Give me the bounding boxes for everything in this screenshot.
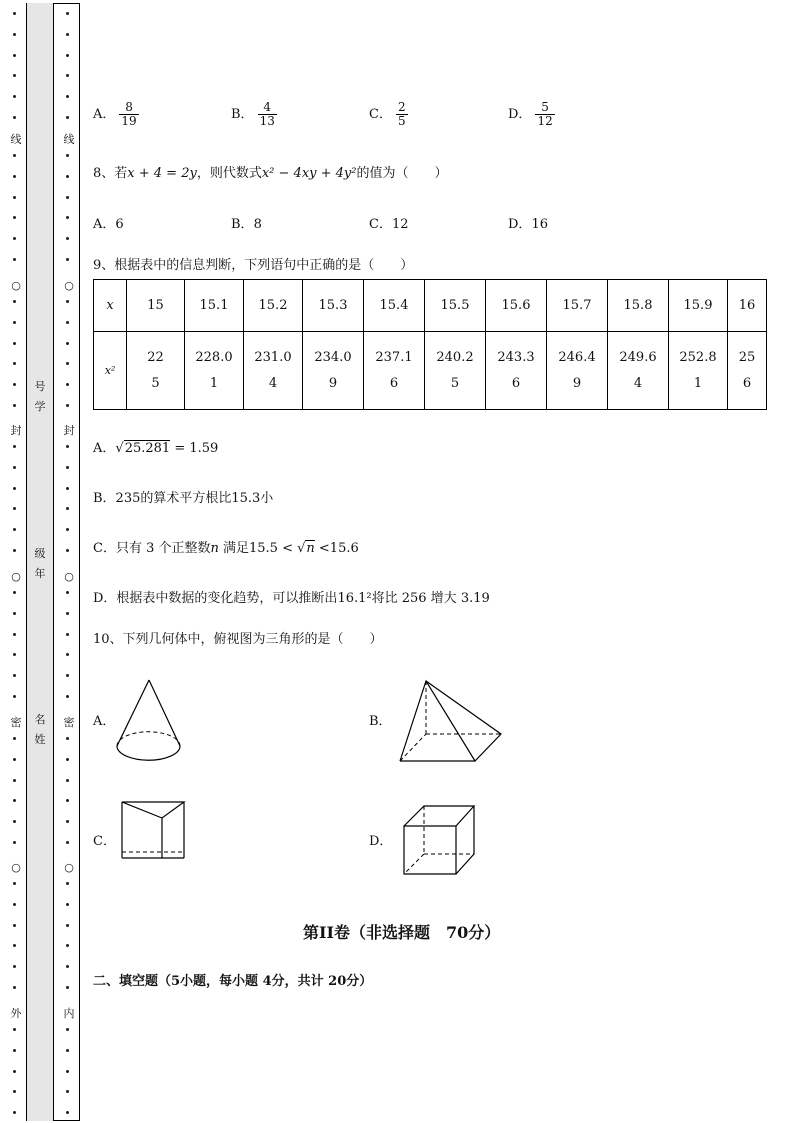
dot — [66, 466, 69, 469]
dot — [13, 841, 16, 844]
name-label-2: 姓 — [34, 733, 46, 746]
binding-mark: 封 — [63, 424, 75, 437]
x-value-cell: 16 — [728, 280, 767, 332]
dot — [13, 633, 16, 636]
x-squared-cell — [728, 332, 767, 410]
q8-option-a[interactable]: A．6 — [93, 217, 124, 232]
x-squared-part-1: 243.3 — [497, 349, 535, 365]
dot — [13, 944, 16, 947]
dot — [13, 33, 16, 36]
x-squared-cell — [486, 332, 547, 410]
section-two-heading: 二、填空题（5小题，每小题 4分，共计 20分） — [93, 974, 373, 989]
x-value-cell: 15.8 — [608, 280, 669, 332]
radicand: 25.281 — [124, 441, 171, 456]
dot — [13, 445, 16, 448]
dot — [13, 116, 16, 119]
dot — [13, 903, 16, 906]
dot — [13, 924, 16, 927]
dot — [13, 300, 16, 303]
q9-stem: 9、根据表中的信息判断，下列语句中正确的是（ ） — [93, 258, 414, 273]
dot — [66, 674, 69, 677]
dot — [66, 549, 69, 552]
q8-option-b[interactable]: B．8 — [231, 217, 262, 232]
x-squared-part-2: 6 — [389, 375, 399, 391]
x-squared-cell — [425, 332, 486, 410]
dot — [13, 507, 16, 510]
dot — [66, 528, 69, 531]
dot — [66, 33, 69, 36]
dot — [13, 737, 16, 740]
q10-label-c[interactable]: C． — [93, 834, 116, 849]
dot — [13, 549, 16, 552]
strip-bottom-border — [53, 1120, 80, 1121]
strip-right-border — [79, 3, 80, 1121]
student-id-label-1: 号 — [34, 380, 46, 393]
inner-dotted-line — [63, 0, 75, 1123]
x-squared-part-1: 22 — [147, 349, 164, 365]
dot — [13, 1070, 16, 1073]
row-header-x: x — [94, 280, 127, 332]
circle-mark: ○ — [11, 570, 21, 583]
dot — [66, 799, 69, 802]
dot — [66, 695, 69, 698]
x-squared-part-1: 240.2 — [436, 349, 474, 365]
x-squared-cell — [669, 332, 728, 410]
x-squared-part-2: 9 — [572, 375, 582, 391]
dot — [66, 95, 69, 98]
dot — [13, 799, 16, 802]
dot — [66, 882, 69, 885]
binding-mark: 线 — [63, 133, 75, 146]
dot — [66, 445, 69, 448]
square-table — [93, 279, 767, 410]
x-value-cell: 15.5 — [425, 280, 486, 332]
dot — [13, 154, 16, 157]
dot — [13, 383, 16, 386]
row-header-x-squared: x² — [94, 332, 127, 410]
dot — [66, 1028, 69, 1031]
dot — [66, 924, 69, 927]
x-squared-part-1: 249.6 — [619, 349, 657, 365]
dot — [13, 882, 16, 885]
dot — [13, 695, 16, 698]
dot — [66, 487, 69, 490]
dot — [13, 653, 16, 656]
x-squared-part-2: 5 — [450, 375, 460, 391]
dot — [66, 1090, 69, 1093]
x-squared-cell — [364, 332, 425, 410]
q10-label-b[interactable]: B． — [369, 714, 392, 729]
dot — [66, 54, 69, 57]
x-squared-part-1: 228.0 — [195, 349, 233, 365]
cone-figure — [112, 676, 186, 768]
dot — [13, 95, 16, 98]
q10-label-a[interactable]: A． — [93, 714, 116, 729]
x-squared-cell — [303, 332, 364, 410]
dot — [13, 74, 16, 77]
dot — [66, 986, 69, 989]
binding-mark: 外 — [10, 1007, 22, 1020]
dot — [66, 116, 69, 119]
dot — [13, 1111, 16, 1114]
x-squared-cell — [608, 332, 669, 410]
dot — [66, 820, 69, 823]
dot — [66, 321, 69, 324]
dot — [13, 528, 16, 531]
x-value-cell: 15.4 — [364, 280, 425, 332]
dot — [66, 903, 69, 906]
q8-option-d[interactable]: D．16 — [508, 217, 548, 232]
x-value-cell: 15.1 — [185, 280, 244, 332]
binding-mark: 封 — [10, 424, 22, 437]
dot — [66, 196, 69, 199]
q8-expression: x² − 4xy + 4y² — [261, 166, 357, 181]
fraction: $\frac{2}{5}$ — [397, 100, 406, 128]
fraction: $\frac{4}{13}$ — [259, 100, 275, 128]
x-squared-cell — [127, 332, 185, 410]
x-squared-part-2: 4 — [268, 375, 278, 391]
x-squared-part-1: 237.1 — [375, 349, 413, 365]
dot — [66, 74, 69, 77]
fraction: $\frac{8}{19}$ — [121, 100, 137, 128]
q10-stem: 10、下列几何体中，俯视图为三角形的是（ ） — [93, 632, 383, 647]
x-value-cell: 15.6 — [486, 280, 547, 332]
x-squared-part-1: 252.8 — [679, 349, 717, 365]
dot — [66, 612, 69, 615]
dot — [13, 216, 16, 219]
x-squared-cell — [547, 332, 608, 410]
grade-label-1: 级 — [34, 547, 46, 560]
binding-mark: 密 — [10, 716, 22, 729]
dot — [66, 258, 69, 261]
dot — [66, 404, 69, 407]
x-squared-part-1: 231.0 — [254, 349, 292, 365]
q9-option-b[interactable]: B．235的算术平方根比15.3小 — [93, 491, 274, 506]
dot — [13, 487, 16, 490]
x-squared-part-1: 246.4 — [558, 349, 596, 365]
x-value-cell: 15.9 — [669, 280, 728, 332]
dot — [66, 300, 69, 303]
dot — [13, 591, 16, 594]
sqrt-sign: √ — [115, 441, 124, 456]
sqrt-sign: √ — [297, 541, 306, 556]
q8-condition: x + 4 = 2y — [127, 166, 197, 181]
dot — [13, 674, 16, 677]
circle-mark: ○ — [64, 279, 74, 292]
dot — [13, 237, 16, 240]
dot — [13, 820, 16, 823]
x-value-cell: 15.3 — [303, 280, 364, 332]
q9-option-d[interactable]: D．根据表中数据的变化趋势，可以推断出16.1²将比 256 增大 3.19 — [93, 591, 490, 606]
dot — [13, 1028, 16, 1031]
x-squared-cell — [244, 332, 303, 410]
dot — [13, 466, 16, 469]
dot — [66, 362, 69, 365]
q7-option-c[interactable]: C． $\frac{2}{5}$ — [369, 100, 406, 128]
dot — [13, 758, 16, 761]
outer-dotted-line — [10, 0, 22, 1123]
dot — [66, 653, 69, 656]
dot — [66, 154, 69, 157]
dot — [13, 404, 16, 407]
dot — [66, 507, 69, 510]
dot — [66, 175, 69, 178]
student-id-label-2: 学 — [34, 400, 46, 413]
q10-label-d[interactable]: D． — [369, 834, 393, 849]
dot — [13, 986, 16, 989]
q7-option-d[interactable]: D． $\frac{5}{12}$ — [508, 100, 553, 128]
circle-mark: ○ — [64, 861, 74, 874]
dot — [66, 1049, 69, 1052]
x-value-cell: 15.7 — [547, 280, 608, 332]
dot — [13, 196, 16, 199]
binding-mark: 内 — [63, 1007, 75, 1020]
dot — [66, 12, 69, 15]
q8-option-c[interactable]: C．12 — [369, 217, 409, 232]
triangular-prism-figure — [118, 798, 190, 864]
circle-mark: ○ — [64, 570, 74, 583]
dot — [66, 737, 69, 740]
x-squared-part-2: 6 — [511, 375, 521, 391]
x-squared-part-2: 1 — [693, 375, 703, 391]
grade-label-2: 年 — [34, 567, 46, 580]
binding-mark: 线 — [10, 133, 22, 146]
dot — [66, 758, 69, 761]
dot — [13, 779, 16, 782]
x-squared-part-2: 4 — [633, 375, 643, 391]
x-squared-part-2: 9 — [328, 375, 338, 391]
x-squared-part-2: 5 — [151, 375, 160, 391]
dot — [13, 321, 16, 324]
x-squared-part-1: 25 — [738, 349, 756, 365]
dot — [13, 1090, 16, 1093]
dot — [13, 342, 16, 345]
dot — [66, 216, 69, 219]
name-label-1: 名 — [34, 713, 46, 726]
dot — [13, 258, 16, 261]
dot — [13, 612, 16, 615]
dot — [66, 383, 69, 386]
strip-top-border — [53, 3, 80, 4]
dot — [66, 591, 69, 594]
dot — [13, 54, 16, 57]
dot — [66, 633, 69, 636]
x-value-cell: 15 — [127, 280, 185, 332]
x-squared-cell — [185, 332, 244, 410]
part-two-title: 第II卷（非选择题 70分） — [303, 923, 501, 942]
fraction: $\frac{5}{12}$ — [537, 100, 553, 128]
q7-option-a[interactable]: A． $\frac{8}{19}$ — [93, 100, 137, 128]
cube-figure — [400, 802, 478, 878]
circle-mark: ○ — [11, 861, 21, 874]
dot — [13, 965, 16, 968]
x-squared-part-1: 234.0 — [314, 349, 352, 365]
dot — [13, 362, 16, 365]
dot — [66, 841, 69, 844]
q9-option-a[interactable]: A．√25.281 = 1.59 — [93, 441, 219, 456]
x-squared-part-2: 6 — [742, 375, 752, 391]
dot — [66, 342, 69, 345]
dot — [66, 944, 69, 947]
dot — [66, 1070, 69, 1073]
dot — [13, 1049, 16, 1052]
q9-option-c[interactable]: C．只有 3 个正整数n 满足15.5 < √n <15.6 — [93, 541, 359, 556]
dot — [13, 12, 16, 15]
binding-mark: 密 — [63, 716, 75, 729]
dot — [66, 965, 69, 968]
dot — [66, 237, 69, 240]
dot — [66, 1111, 69, 1114]
circle-mark: ○ — [11, 279, 21, 292]
q7-option-b[interactable]: B． $\frac{4}{13}$ — [231, 100, 275, 128]
student-info-band — [26, 3, 54, 1121]
dot — [13, 175, 16, 178]
x-value-cell: 15.2 — [244, 280, 303, 332]
pyramid-figure — [395, 676, 505, 766]
dot — [66, 779, 69, 782]
q8-stem: 8、若x + 4 = 2y，则代数式x² − 4xy + 4y²的值为（ ） — [93, 166, 448, 181]
x-squared-part-2: 1 — [209, 375, 219, 391]
